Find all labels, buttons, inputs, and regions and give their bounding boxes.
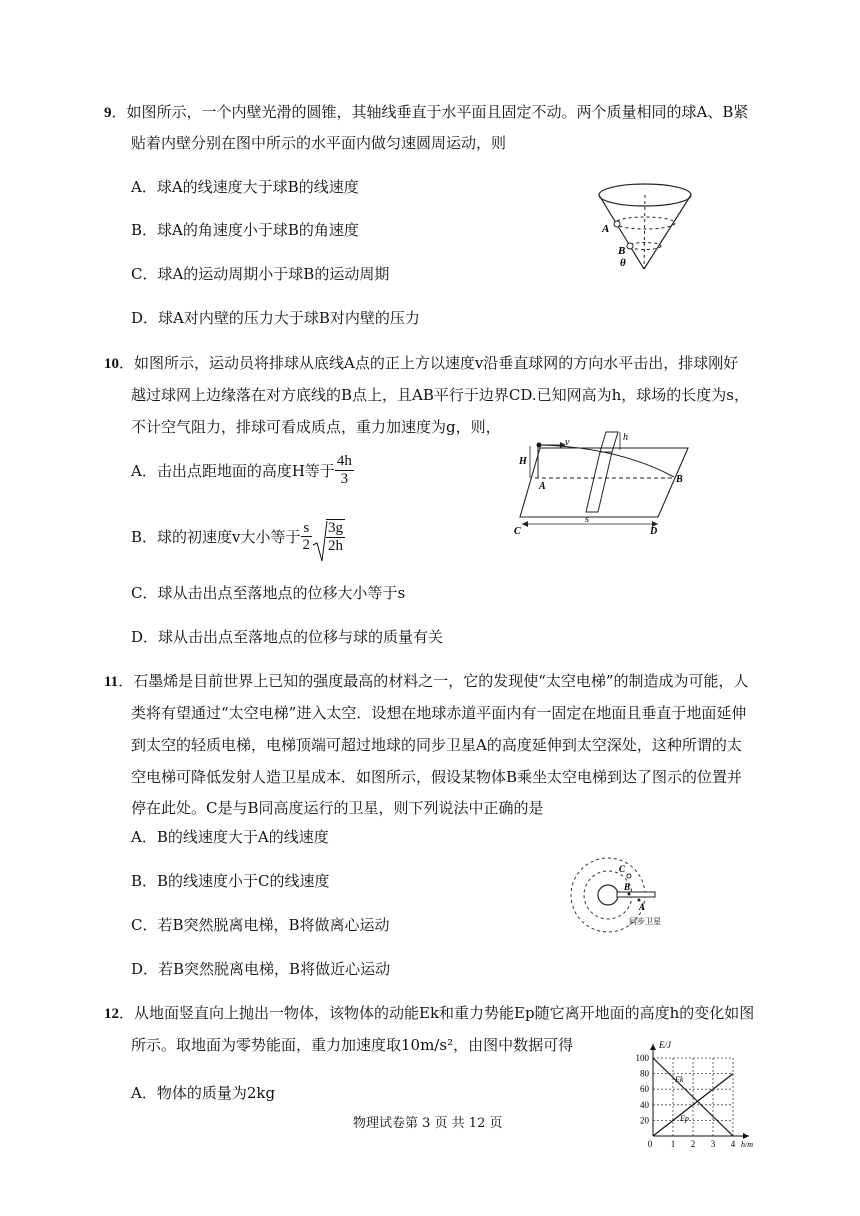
x-tick-label: 1 [670,1139,676,1149]
q11-label-c: C [619,864,626,874]
q9-stem-line1: 9．如图所示，一个内壁光滑的圆锥，其轴线垂直于水平面且固定不动。两个质量相同的球A、B紧 [104,103,749,121]
q10-label-H: H [519,456,527,467]
q11-stem-line5: 停在此处。C是与B同高度运行的卫星，则下列说法中正确的是 [131,799,544,817]
q11-label-b: B [624,882,631,892]
x-tick-label: 3 [710,1139,716,1149]
q11-option-b: B．B的线速度小于C的线速度 [131,872,330,890]
q11-caption: 同步卫星 [629,917,661,926]
series-line-ek [653,1058,733,1136]
q10-label-h: h [623,432,628,443]
q10-optB-fraction: $\frac{s}{2}$ [302,519,310,553]
q12-stem-line1: 12．从地面竖直向上抛出一物体，该物体的动能Ek和重力势能Ep随它离开地面的高度h的变化如图 [104,1004,755,1022]
q9-option-a: A．球A的线速度大于球B的线速度 [131,178,359,196]
q10-option-a: A．击出点距地面的高度H等于 $\frac{4h}{3}$ [131,453,352,487]
sqrt-sign-icon [312,519,328,563]
q12-stem-line2: 所示。取地面为零势能面，重力加速度取10m/s²，由图中数据可得 [131,1036,574,1054]
x-tick-label: 4 [730,1139,736,1149]
y-tick-label: 20 [640,1115,649,1126]
q11-option-a: A．B的线速度大于A的线速度 [131,828,329,846]
q10-label-B: B [676,474,683,485]
q10-volleyball-figure [508,422,698,540]
y-axis-label: E/J [659,1040,671,1050]
x-axis-arrow-icon [743,1133,749,1139]
q9-label-theta: θ [620,257,626,269]
q11-option-c: C．若B突然脱离电梯，B将做离心运动 [131,916,390,934]
x-tick-label: 0 [647,1139,653,1149]
q10-option-b: B．球的初速度v大小等于 $\frac{s}{2}$ $\frac{3g}{2h}$ [131,519,345,554]
y-axis-arrow-icon [650,1044,656,1050]
y-tick-label: 100 [635,1053,649,1063]
y-tick-label: 60 [640,1084,649,1095]
q10-stem-line3: 不计空气阻力，排球可看成质点，重力加速度为g，则， [131,418,501,436]
q10-label-A: A [539,481,546,492]
q9-option-c: C．球A的运动周期小于球B的运动周期 [131,265,390,283]
q10-label-D: D [650,526,658,537]
q9-label-b: B [618,245,626,257]
q11-stem-line4: 空电梯可降低发射人造卫星成本．如图所示，假设某物体B乘坐太空电梯到达了图示的位置并 [131,768,743,786]
q11-orbit-figure [565,852,685,934]
q12-option-a: A．物体的质量为2kg [131,1084,276,1102]
x-tick-label: 2 [690,1139,696,1149]
q10-stem-line1: 10．如图所示，运动员将排球从底线A点的正上方以速度v沿垂直球网的方向水平击出，排球刚好 [104,354,739,372]
q10-label-C: C [514,526,521,537]
q10-label-v: v [565,437,570,448]
q9-cone-figure [590,178,700,274]
q10-option-c: C．球从击出点至落地点的位移大小等于s [131,584,406,602]
chart-lines [653,1058,733,1136]
q11-stem-line1: 11．石墨烯是目前世界上已知的强度最高的材料之一，它的发现使“太空电梯”的制造成为可能，人 [104,672,749,690]
page-footer: 物理试卷第 3 页 共 12 页 [353,1116,503,1131]
y-tick-label: 40 [640,1099,649,1110]
q11-option-d: D．若B突然脱离电梯，B将做近心运动 [131,960,391,978]
q11-label-a: A [639,902,646,912]
q9-option-b: B．球A的角速度小于球B的角速度 [131,221,359,239]
y-tick-label: 80 [640,1068,649,1079]
q10-optB-sqrt: $\frac{3g}{2h}$ [312,519,345,554]
q9-label-a: A [602,223,610,235]
q9-stem-line2: 贴着内壁分别在图中所示的水平面内做匀速圆周运动，则 [131,134,507,152]
q10-label-s: s [585,514,589,525]
q9-option-d: D．球A对内壁的压力大于球B对内壁的压力 [131,309,420,327]
q10-option-d: D．球从击出点至落地点的位移与球的质量有关 [131,628,444,646]
q12-energy-chart [626,1036,758,1152]
chart-axes [650,1044,749,1139]
q11-stem-line2: 类将有望通过“太空电梯”进入太空．设想在地球赤道平面内有一固定在地面且垂直于地面延伸 [131,704,747,722]
series-label-ep: Ep [680,1114,689,1124]
series-label-ek: Ek [675,1075,684,1085]
q11-stem-line3: 到太空的轻质电梯，电梯顶端可超过地球的同步卫星A的高度延伸到太空深处，这种所谓的太 [131,736,742,754]
q10-stem-line2: 越过球网上边缘落在对方底线的B点上，且AB平行于边界CD.已知网高为h，球场的长度为s， [131,386,749,404]
q10-optA-fraction: $\frac{4h}{3}$ [336,453,352,487]
x-axis-label: h/m [741,1140,753,1149]
